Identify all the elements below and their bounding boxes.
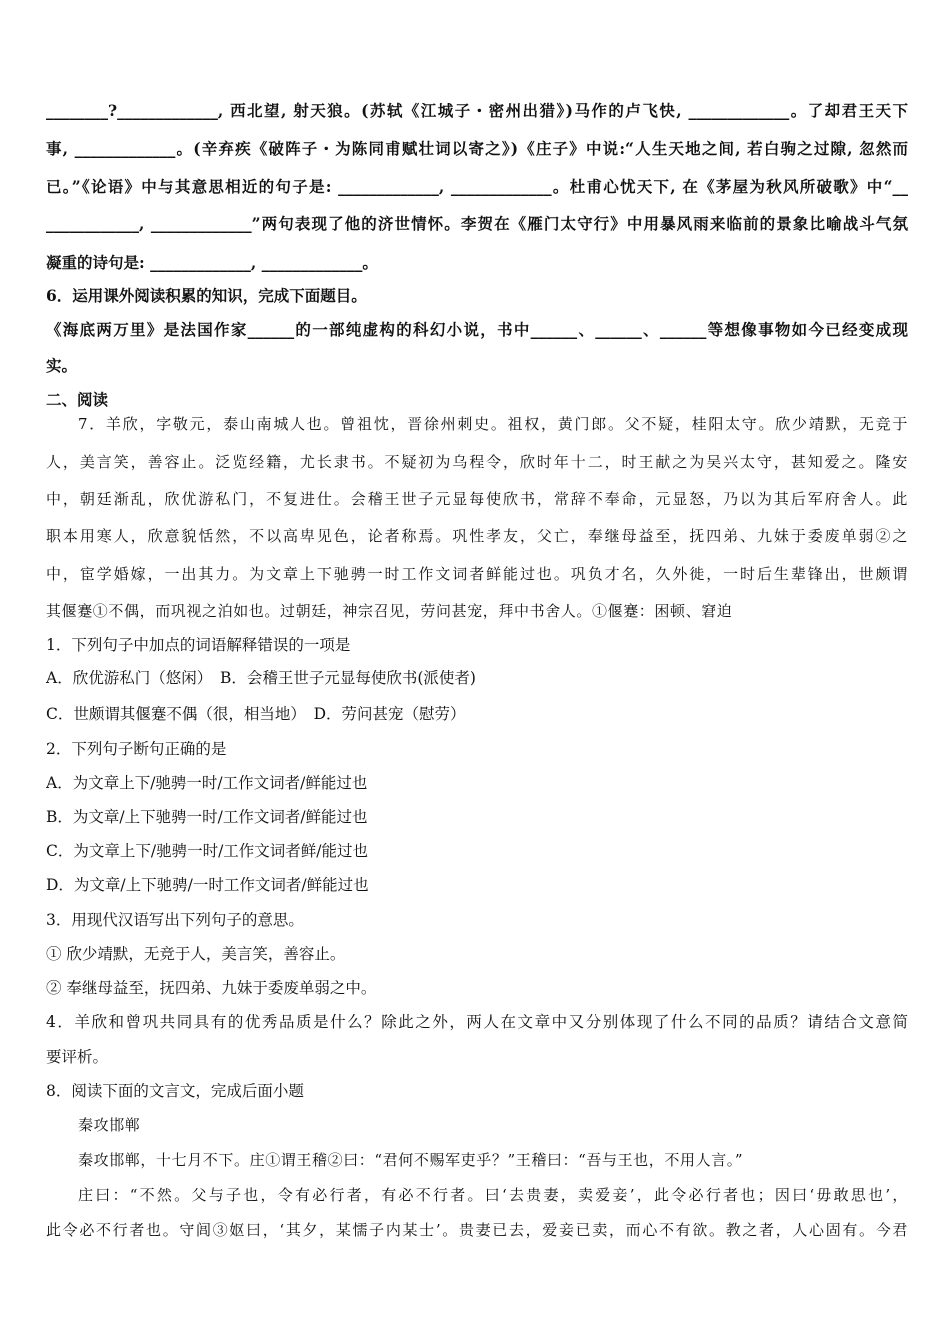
passage-8-title: 秦攻邯郸 [78, 1116, 141, 1134]
question-2-option-b: B．为文章/上下驰骋一时/工作文词者/鲜能过也 [46, 808, 368, 826]
question-6-body-1: 《海底两万里》是法国作家______的一部纯虚构的科幻小说，书中______、______、______等想像事物如今已经变成现 [46, 320, 908, 339]
fill-blank-line-1: ________?_____________, 西北望, 射天狼。(苏轼《江城子・密州出猎》)马作的卢飞快, _____________。了却君王天下 [46, 101, 908, 120]
fill-blank-line-5: 凝重的诗句是: _____________, _____________。 [46, 253, 378, 272]
question-6-body-2: 实。 [46, 356, 78, 375]
fill-blank-line-4: ____________, _____________”两句表现了他的济世情怀。李贺在《雁门太守行》中用暴风雨来临前的景象比喻战斗气氛 [46, 214, 908, 233]
question-3-item-2: ② 奉继母益至，抚四弟、九妹于委废单弱之中。 [46, 979, 377, 997]
passage-7-line-2: 人，美言笑，善容止。泛览经籍，尤长隶书。不疑初为乌程令，欣时年十二，时王献之为吴兴太守，甚知爱之。隆安 [46, 453, 908, 471]
question-8-stem: 8．阅读下面的文言文，完成后面小题 [46, 1082, 304, 1100]
question-1-options-ab: A．欣优游私门（悠闲） B．会稽王世子元显每使欣书(派使者) [46, 669, 476, 687]
passage-8-line-1: 秦攻邯郸，十七月不下。庄①谓王稽②曰：“君何不赐军吏乎？”王稽曰：“吾与王也，不用人言。” [78, 1151, 744, 1169]
question-2-option-d: D．为文章/上下驰骋/一时工作文词者/鲜能过也 [46, 876, 369, 894]
question-1-options-cd: C．世颇谓其偃蹇不偶（很，相当地） D．劳问甚宠（慰劳） [46, 705, 466, 723]
fill-blank-line-2: 事, _____________。(辛弃疾《破阵子・为陈同甫赋壮词以寄之》)《庄子》中说:“人生天地之间, 若白驹之过隙, 忽然而 [46, 139, 908, 158]
question-2-option-c: C．为文章上下/驰骋一时/工作文词者鲜/能过也 [46, 842, 369, 860]
passage-7-line-6: 其偃蹇①不偶，而巩视之泊如也。过朝廷，神宗召见，劳问甚宠，拜中书舍人。①偃蹇：困顿、窘迫 [46, 602, 733, 620]
question-3-stem: 3．用现代汉语写出下列句子的意思。 [46, 911, 304, 929]
passage-8-line-3: 此令必不行者也。守闾③妪曰，‘其夕，某懦子内某士’。贵妻已去，爱妾已卖，而心不有欲。教之者，人心固有。今君 [46, 1221, 908, 1239]
question-6-heading: 6．运用课外阅读积累的知识，完成下面题目。 [46, 286, 367, 305]
question-3-item-1: ① 欣少靖默，无竞于人，美言笑，善容止。 [46, 945, 346, 963]
passage-7-line-3: 中，朝廷渐乱，欣优游私门，不复进仕。会稽王世子元显每使欣书，常辞不奉命，元显怒，乃以为其后军府舍人。此 [46, 490, 908, 508]
passage-7-line-1: 7．羊欣，字敬元，泰山南城人也。曾祖忱，晋徐州刺史。祖权，黄门郎。父不疑，桂阳太守。欣少靖默，无竞于 [78, 415, 908, 433]
passage-7-line-4: 职本用寒人，欣意貌恬然，不以高卑见色，论者称焉。巩性孝友，父亡，奉继母益至，抚四弟、九妹于委废单弱②之 [46, 527, 908, 545]
question-4-line-1: 4．羊欣和曾巩共同具有的优秀品质是什么？除此之外，两人在文章中又分别体现了什么不同的品质？请结合文意简 [46, 1013, 908, 1031]
question-2-stem: 2．下列句子断句正确的是 [46, 740, 227, 758]
question-4-line-2: 要评析。 [46, 1048, 109, 1066]
fill-blank-line-3: 已。”《论语》中与其意思相近的句子是: _____________, _____________。杜甫心忧天下, 在《茅屋为秋风所破歌》中“__ [46, 177, 908, 196]
passage-8-line-2: 庄曰：“不然。父与子也，令有必行者，有必不行者。曰‘去贵妻，卖爱妾’，此令必行者也；因曰‘毋敢思也’， [78, 1186, 908, 1204]
passage-7-line-5: 中，宦学婚嫁，一出其力。为文章上下驰骋一时工作文词者鲜能过也。巩负才名，久外徙，一时后生辈锋出，世颇谓 [46, 565, 908, 583]
section-reading-heading: 二、阅读 [46, 390, 109, 409]
question-1-stem: 1．下列句子中加点的词语解释错误的一项是 [46, 636, 351, 654]
question-2-option-a: A．为文章上下/驰骋一时/工作文词者/鲜能过也 [46, 774, 368, 792]
